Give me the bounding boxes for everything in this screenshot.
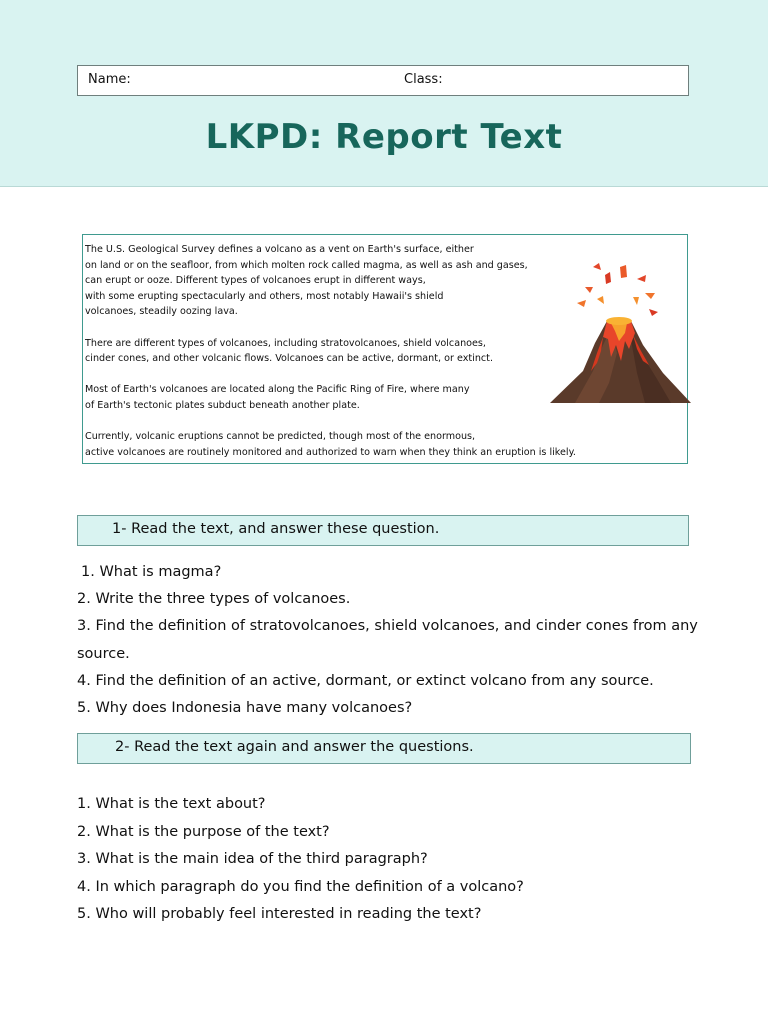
list-item: 2. What is the purpose of the text?: [77, 823, 330, 840]
volcano-icon: [545, 253, 695, 423]
list-item: 3. Find the definition of stratovolcanoes, shield volcanoes, and cinder cones from any: [77, 618, 698, 635]
section-1-heading: 1- Read the text, and answer these question.: [112, 521, 440, 537]
section-1-questions: [77, 559, 757, 722]
name-label: Name:: [88, 72, 131, 87]
list-item: 2. Write the three types of volcanoes.: [77, 591, 351, 608]
section-2-heading: 2- Read the text again and answer the questions.: [115, 739, 474, 755]
list-item: 4. In which paragraph do you find the definition of a volcano?: [77, 878, 524, 895]
section-2-heading-box: [77, 733, 691, 764]
paragraph-4: Currently, volcanic eruptions cannot be predicted, though most of the enormous, active volcanoes are routinely monitored and authorized to warn when they think an eruption is likely.: [85, 431, 576, 458]
reading-text-box: [82, 234, 688, 464]
list-item: 1. What is the text about?: [77, 796, 266, 812]
paragraph-2: There are different types of volcanoes, including stratovolcanoes, shield volcanoes, cinder cones, and other volcanic flows. Volcanoes can be active, dormant, or extinct.: [85, 337, 493, 365]
section-2-questions: [77, 791, 757, 929]
list-item: 5. Why does Indonesia have many volcanoes?: [77, 700, 413, 717]
paragraph-1: The U.S. Geological Survey defines a volcano as a vent on Earth's surface, either on land or on the seafloor, from which molten rock called magma, as well as ash and gases, can erupt or ooze. Different types of volcanoes erupt in different ways, with some erupting spectacularly and others, most notably Hawaii's shield volcanoes, steadily oozing lava.: [85, 244, 528, 318]
section-1-heading-box: [77, 515, 689, 546]
list-item: 3. What is the main idea of the third paragraph?: [77, 851, 428, 868]
header-banner: [0, 0, 768, 187]
class-label: Class:: [404, 72, 443, 87]
page-title: LKPD: Report Text: [205, 117, 563, 157]
paragraph-3: Most of Earth's volcanoes are located along the Pacific Ring of Fire, where many of Earth's tectonic plates subduct beneath another plate.: [85, 384, 470, 411]
name-class-field[interactable]: [77, 65, 689, 96]
list-item: 5. Who will probably feel interested in reading the text?: [77, 906, 482, 923]
list-item: 4. Find the definition of an active, dormant, or extinct volcano from any source.: [77, 672, 654, 689]
list-item: source.: [77, 645, 130, 662]
list-item: 1. What is magma?: [81, 564, 222, 580]
reading-text: [85, 242, 585, 460]
